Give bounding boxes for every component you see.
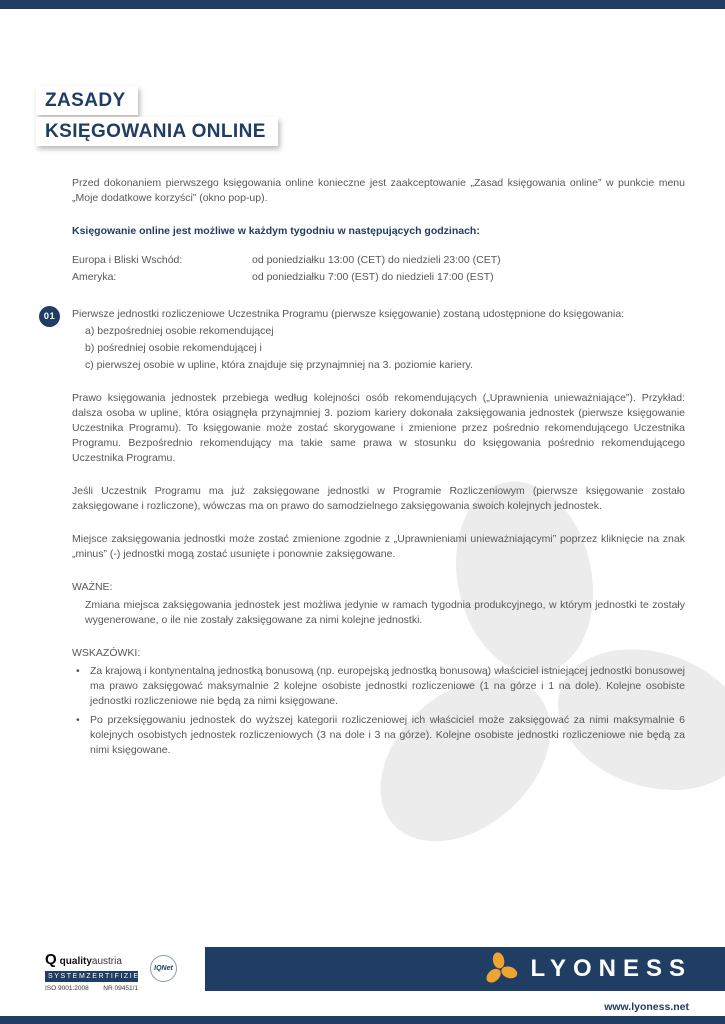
iso-certification-line: [45, 985, 138, 992]
booking-hours-table: [72, 253, 685, 285]
website-link[interactable]: www.lyoness.net: [604, 1001, 689, 1013]
subpoint-b: b) pośredniej osobie rekomendującej i: [85, 342, 262, 354]
cert-registration-number: NR 09451/1: [103, 985, 138, 992]
section-01-subpoints: [72, 324, 685, 373]
top-border-bar: [0, 0, 725, 9]
document-body: [43, 176, 685, 762]
title-line-1: ZASADY: [36, 86, 138, 115]
tip-bullet: • Za krajową i kontynentalną jednostką bonusową (np. europejską jednostką bonusową) właściciel istniejącej jednostki bonusowej ma prawo zaksięgować maksymalnie 2 kolejne osobiste jednostki rozliczeniowe (1 na górze i 1 na dole). Kolejne osobiste jednostki rozliczeniowe nie będą za nimi księgowane.: [72, 664, 685, 709]
hours-row-america: [72, 270, 685, 285]
hours-region-label: Ameryka:: [72, 271, 117, 283]
important-text: Zmiana miejsca zaksięgowania jednostek jest możliwa jedynie w ramach tygodnia produkcyjnego, w którym jednostki te zostały wygenerowane, o ile nie zostały zaksięgowane za nimi kolejne jednostki.: [85, 599, 685, 626]
lyoness-wordmark: LYONESS: [530, 955, 692, 982]
quality-austria-name: quality: [59, 956, 92, 967]
quality-austria-q-icon: Q: [45, 951, 57, 968]
tips-section: [72, 646, 685, 758]
important-note-section: [72, 580, 685, 628]
hours-heading: Księgowanie online jest możliwe w każdym tygodniu w następujących godzinach:: [72, 225, 480, 237]
quality-austria-country: austria: [91, 956, 122, 967]
subpoint-a: a) bezpośredniej osobie rekomendującej: [85, 325, 274, 337]
tip-bullet: • Po przeksięgowaniu jednostek do wyższej kategorii rozliczeniowej ich właściciel może zaksięgować za nimi maksymalnie 6 kolejnych osobistych jednostek rozliczeniowych (3 na dole i 3 na górze). Kolejne osobiste jednostki rozliczeniowe nie będą za nimi księgowane.: [72, 713, 685, 758]
hours-region-label: Europa i Bliski Wschód:: [72, 254, 183, 266]
lyoness-trefoil-icon: [482, 951, 519, 988]
section-01-intro: Pierwsze jednostki rozliczeniowe Uczestnika Programu (pierwsze księgowanie) zostaną udostępnione do księgowania:: [72, 308, 625, 320]
iqnet-logo: [150, 955, 177, 982]
intro-paragraph: Przed dokonaniem pierwszego księgowania online konieczne jest zaakceptowanie „Zasad księgowania online” w punkcie menu „Moje dodatkowe korzyści” (okno pop-up).: [72, 177, 685, 204]
numbered-section-01: [43, 307, 685, 373]
quality-austria-logo: [45, 951, 205, 968]
important-label: WAŻNE:: [72, 581, 113, 593]
hours-time-value: od poniedziałku 13:00 (CET) do niedzieli 23:00 (CET): [252, 254, 501, 266]
hours-row-europe: [72, 253, 685, 268]
body-paragraph: Prawo księgowania jednostek przebiega według kolejności osób rekomendujących („Uprawnienia unieważniające”). Przykład: dalsza osoba w upline, która osiągnęła przynajmniej 3. poziom kariery dokonała zaksięgowania jednostek (pierwsze księgowanie Uczestnika Programu). To księgowanie może zostać skorygowane i zmienione przez pośrednio rekomendującego Uczestnika Programu. Bezpośrednio rekomendujący ma takie same prawa w stosunku do księgowania pośrednio rekomendującego Uczestnika Programu.: [72, 392, 685, 464]
lyoness-logo: [482, 949, 693, 989]
title-line-2: KSIĘGOWANIA ONLINE: [36, 117, 278, 146]
system-certified-badge: SYSTEMZERTIFIZIERT: [45, 971, 138, 982]
body-paragraph: Miejsce zaksięgowania jednostki może zostać zmienione zgodnie z „Uprawnieniami unieważniającymi” poprzez kliknięcie na znak „minus” (-) jednostki mogą zostać usunięte i ponownie zaksięgowane.: [72, 533, 685, 560]
tips-bullet-list: [72, 664, 685, 758]
tips-label: WSKAZÓWKI:: [72, 647, 141, 659]
hours-time-value: od poniedziałku 7:00 (EST) do niedzieli 17:00 (EST): [252, 271, 494, 283]
body-paragraph: Jeśli Uczestnik Programu ma już zaksięgowane jednostki w Programie Rozliczeniowym (pierwsze księgowanie zostało zaksięgowane i rozliczone), wówczas ma on prawo do samodzielnego zaksięgowania swoich kolejnych jednostek.: [72, 485, 685, 512]
iso-number: ISO 9001:2008: [45, 985, 89, 992]
iqnet-label: IQNet: [154, 965, 173, 972]
subpoint-c: c) pierwszej osobie w upline, która znajduje się przynajmniej na 3. poziomie kariery.: [85, 359, 473, 371]
section-number-badge: 01: [39, 306, 60, 327]
bottom-border-bar: [0, 1016, 725, 1024]
page-title: [36, 86, 278, 148]
